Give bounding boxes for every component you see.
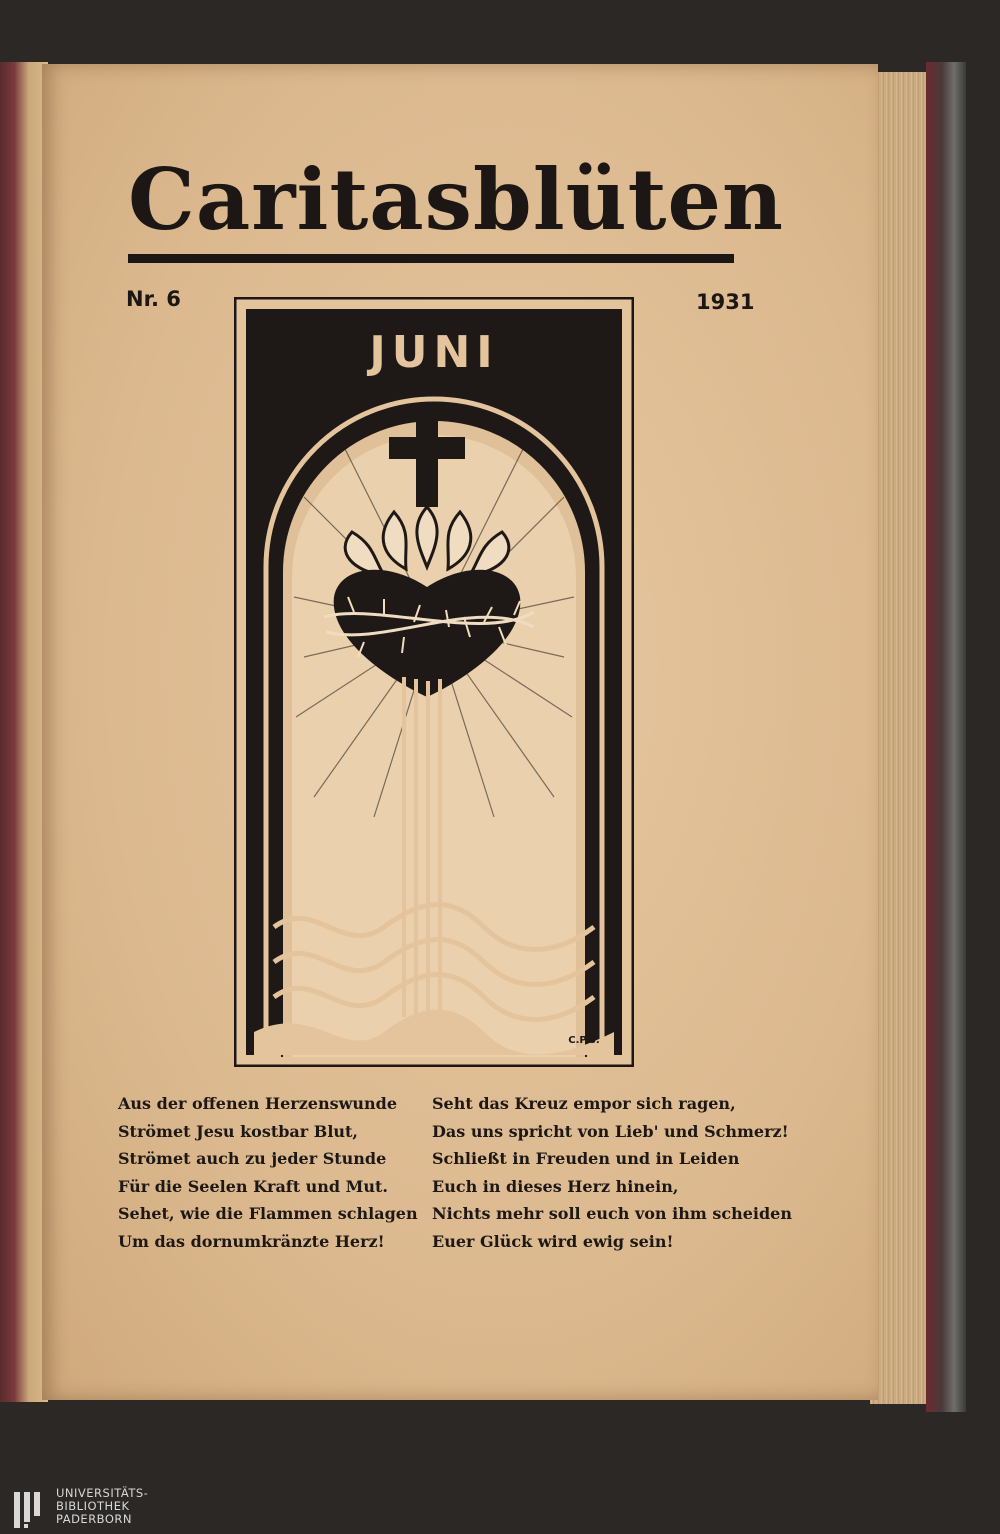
sacred-heart-illustration (234, 297, 634, 1067)
library-logo-icon (12, 1490, 48, 1530)
poem-line: Strömet Jesu kostbar Blut, (118, 1121, 358, 1141)
poem-line: Aus der offenen Herzenswunde (118, 1094, 398, 1113)
issue-year: 1931 (696, 290, 755, 314)
cover-board (926, 62, 966, 1412)
title-rule (128, 254, 734, 263)
poem-line: Seht das Kreuz empor sich ragen, (432, 1094, 736, 1113)
poem-line: Euch in dieses Herz hinein, (432, 1176, 679, 1196)
magazine-title: Caritasblüten (128, 150, 785, 249)
poem-line: Für die Seelen Kraft und Mut. (118, 1176, 388, 1196)
logo-line: UNIVERSITÄTS- (56, 1486, 149, 1500)
poem-column-right (432, 1090, 792, 1255)
issue-number: Nr. 6 (126, 287, 181, 311)
library-logo-text (56, 1487, 148, 1526)
masthead (128, 150, 785, 263)
poem-line: Strömet auch zu jeder Stunde (118, 1149, 387, 1168)
poem-line: Euer Glück wird ewig sein! (432, 1231, 674, 1251)
poem-line: Das uns spricht von Lieb' und Schmerz! (432, 1121, 789, 1141)
book-binding-left (0, 62, 48, 1402)
poem-line: Nichts mehr soll euch von ihm scheiden (432, 1204, 792, 1223)
poem-line: Schließt in Freuden und in Leiden (432, 1149, 740, 1168)
footer-bar (0, 1484, 1000, 1534)
month-label: JUNI (369, 327, 499, 378)
poem-line: Um das dornumkränzte Herz! (118, 1231, 385, 1251)
logo-line: BIBLIOTHEK (56, 1499, 130, 1513)
poem-line: Sehet, wie die Flammen schlagen (118, 1204, 418, 1223)
artist-signature: C.P.S. (568, 1035, 600, 1046)
logo-line: PADERBORN (56, 1512, 133, 1526)
page-edges (870, 72, 930, 1404)
poem-column-left (118, 1090, 418, 1255)
